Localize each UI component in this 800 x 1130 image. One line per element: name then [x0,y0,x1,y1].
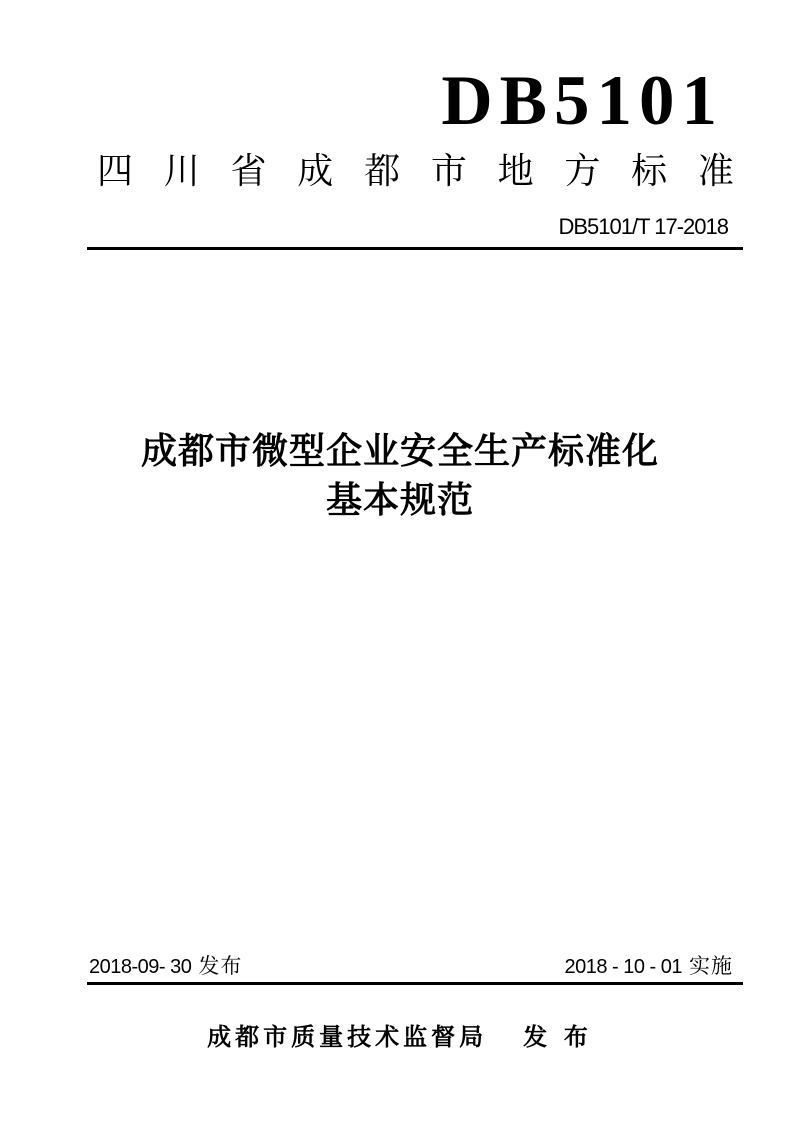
standard-type-char: 准 [697,150,734,191]
standard-type-char: 四 [97,150,134,191]
implementation-date-group [564,953,733,981]
issue-date: 2018-09- 30 [89,956,192,978]
publisher-action: 发 布 [523,1024,593,1051]
standard-type-char: 市 [430,150,467,191]
standard-code: DB5101 [441,62,724,140]
standard-type-char: 川 [163,150,200,191]
standard-type-char: 地 [497,150,534,191]
standard-type-char: 省 [230,150,267,191]
date-row [89,953,733,981]
issue-date-group [89,953,242,981]
title-line-1: 成都市微型企业安全生产标准化 [140,430,659,471]
document-number: DB5101/T 17-2018 [558,214,728,239]
standard-type-heading [97,150,734,192]
header-rule [87,247,743,250]
standard-type-char: 都 [364,150,401,191]
implementation-date: 2018 - 10 - 01 [564,956,682,978]
standard-type-char: 标 [631,150,668,191]
implementation-label: 实施 [689,955,733,978]
publisher-name: 成都市质量技术监督局 [207,1024,488,1051]
title-line-2: 基本规范 [325,479,474,520]
standard-type-char: 方 [564,150,601,191]
issue-label: 发布 [198,955,243,978]
standard-type-char: 成 [297,150,334,191]
publisher-line [0,1022,800,1054]
footer-rule [87,982,743,985]
document-title [0,426,800,524]
